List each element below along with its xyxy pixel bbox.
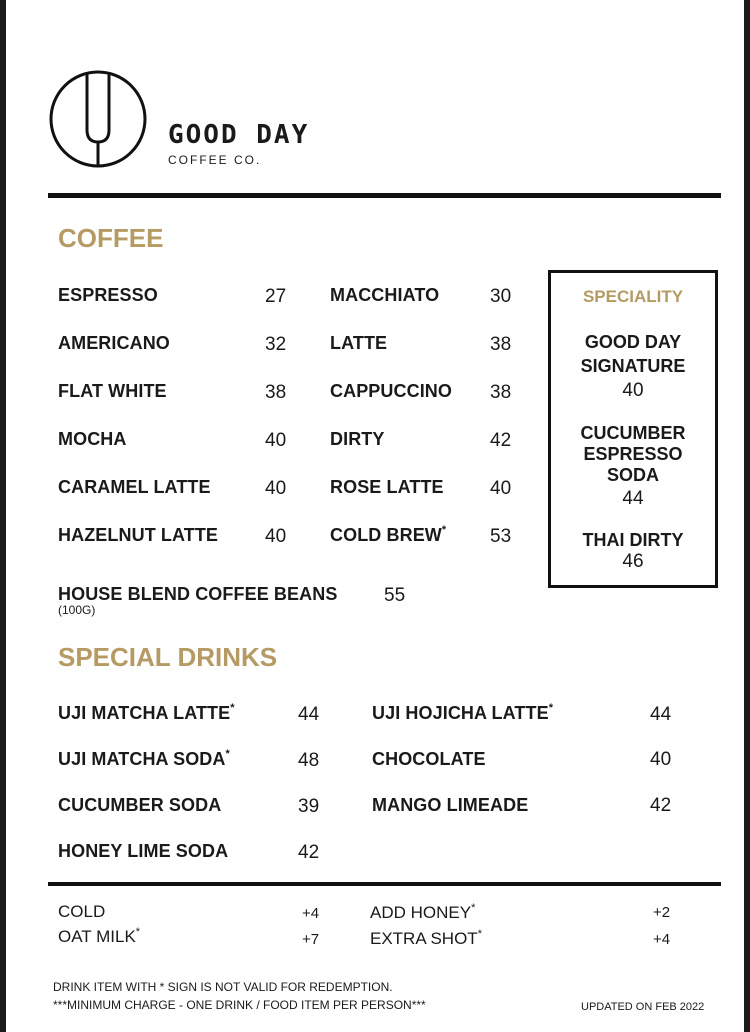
drink-item-price: 48	[298, 750, 320, 771]
special-drinks-section-title: SPECIAL DRINKS	[58, 642, 278, 672]
coffee-item-price: 42	[490, 430, 512, 451]
coffee-item-price: 40	[265, 478, 287, 499]
minimum-charge-note: ***MINIMUM CHARGE - ONE DRINK / FOOD ITEM PER PERSON***	[53, 998, 426, 1012]
speciality-item-price: 44	[622, 488, 644, 509]
coffee-item-price: 30	[490, 286, 512, 307]
coffee-item-price: 40	[490, 478, 512, 499]
coffee-item-price: 38	[490, 334, 512, 355]
coffee-item-price: 27	[265, 286, 287, 307]
addon-name: EXTRA SHOT*	[370, 928, 482, 948]
asterisk-mark: *	[477, 928, 482, 940]
coffee-item-name: ROSE LATTE	[330, 477, 444, 497]
brand-name: GOOD DAY	[168, 120, 310, 150]
coffee-item-price: 40	[265, 526, 287, 547]
drink-item-price: 44	[298, 704, 320, 725]
drink-item-price: 42	[650, 795, 672, 816]
speciality-item-price: 46	[622, 551, 644, 572]
updated-date: UPDATED ON FEB 2022	[581, 1001, 705, 1013]
drink-item-price: 42	[298, 842, 320, 863]
coffee-item-price: 38	[490, 382, 512, 403]
addon-price: +4	[302, 905, 320, 922]
speciality-item-price: 40	[622, 380, 644, 401]
addon-name: COLD	[58, 902, 106, 921]
coffee-section-title: COFFEE	[58, 223, 164, 253]
menu-page	[6, 0, 744, 1032]
asterisk-mark: *	[548, 702, 554, 714]
speciality-item-name: THAI DIRTY	[582, 530, 684, 550]
addon-name: ADD HONEY*	[370, 902, 476, 922]
coffee-item-name: CAPPUCCINO	[330, 381, 453, 401]
coffee-item-name: HAZELNUT LATTE	[58, 525, 219, 545]
beans-item-price: 55	[384, 585, 406, 606]
coffee-item-name: DIRTY	[330, 429, 385, 449]
coffee-item-name: AMERICANO	[58, 333, 170, 353]
asterisk-mark: *	[135, 926, 141, 938]
coffee-item-price: 53	[490, 526, 512, 547]
drink-item-price: 39	[298, 796, 320, 817]
beans-item-name: HOUSE BLEND COFFEE BEANS	[58, 584, 338, 604]
drink-item-price: 40	[650, 749, 672, 770]
drink-item-name: HONEY LIME SODA	[58, 841, 229, 861]
beans-item-note: (100G)	[58, 603, 96, 617]
asterisk-mark: *	[225, 748, 230, 760]
addons-divider	[48, 882, 721, 886]
coffee-item-price: 38	[265, 382, 287, 403]
coffee-item-name: FLAT WHITE	[58, 381, 167, 401]
drink-item-name: CUCUMBER SODA	[58, 795, 222, 815]
coffee-item-price: 32	[265, 334, 287, 355]
asterisk-mark: *	[441, 524, 447, 536]
addon-price: +4	[653, 931, 671, 948]
drink-item-name: UJI HOJICHA LATTE*	[372, 702, 554, 723]
drink-item-name: UJI MATCHA SODA*	[58, 748, 230, 769]
coffee-item-name: MACCHIATO	[330, 285, 440, 305]
addon-name: OAT MILK*	[58, 926, 141, 946]
addon-price: +2	[653, 904, 671, 921]
drink-item-name: UJI MATCHA LATTE*	[58, 702, 235, 723]
asterisk-mark: *	[471, 902, 476, 914]
brand-subtitle: COFFEE CO.	[168, 153, 262, 167]
redemption-note: DRINK ITEM WITH * SIGN IS NOT VALID FOR REDEMPTION.	[53, 980, 393, 994]
coffee-item-name: CARAMEL LATTE	[58, 477, 211, 497]
speciality-title: SPECIALITY	[582, 287, 684, 306]
header-divider	[48, 193, 721, 198]
speciality-box	[548, 270, 718, 588]
coffee-item-name: ESPRESSO	[58, 285, 158, 305]
speciality-item-name: GOOD DAY SIGNATURE	[580, 332, 686, 376]
good-day-logo	[48, 68, 148, 170]
coffee-item-name: COLD BREW*	[330, 524, 447, 545]
drink-item-name: CHOCOLATE	[372, 749, 486, 769]
asterisk-mark: *	[230, 702, 235, 714]
drink-item-name: MANGO LIMEADE	[372, 795, 529, 815]
speciality-item-name: CUCUMBER ESPRESSO SODA	[580, 423, 686, 485]
addon-price: +7	[302, 931, 320, 948]
coffee-item-price: 40	[265, 430, 287, 451]
coffee-item-name: LATTE	[330, 333, 388, 353]
coffee-item-name: MOCHA	[58, 429, 127, 449]
drink-item-price: 44	[650, 704, 672, 725]
